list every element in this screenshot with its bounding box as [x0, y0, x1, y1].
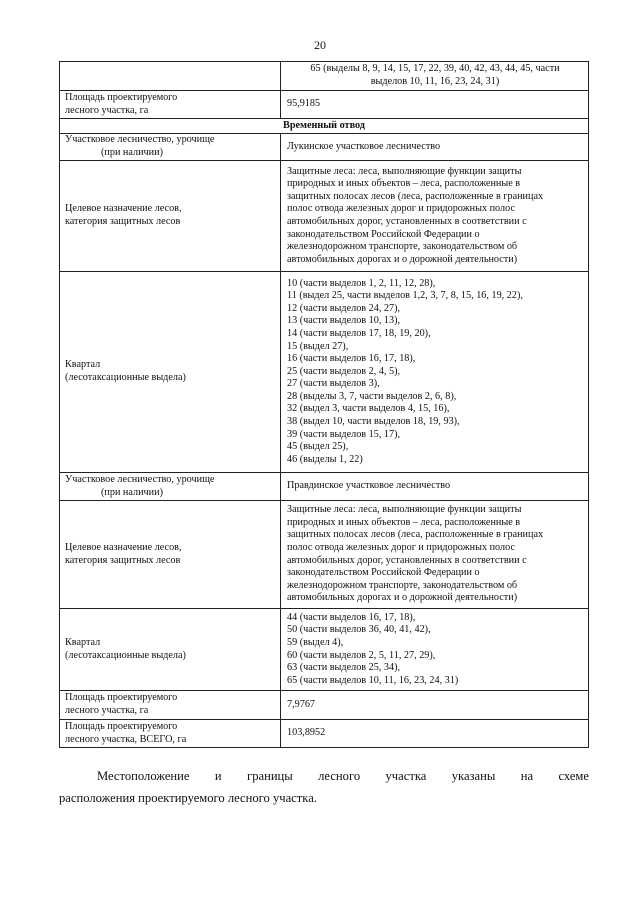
table-cell-value	[281, 501, 589, 609]
table-cell-label	[60, 691, 281, 720]
value-line: железнодорожном транспорте, законодательством об	[287, 579, 518, 591]
section-header-row	[60, 119, 589, 134]
value-line: 16 (части выделов 16, 17, 18),	[287, 353, 416, 365]
value-line: полос отвода железных дорог и придорожных полос	[287, 541, 515, 553]
value-line: законодательством Российской Федерации о	[287, 228, 480, 240]
value-line: 39 (части выделов 15, 17),	[287, 428, 401, 440]
value-line: 44 (части выделов 16, 17, 18),	[287, 611, 416, 623]
value-line: 28 (выделы 3, 7, части выделов 2, 6, 8),	[287, 390, 457, 402]
value-line: полос отвода железных дорог и придорожных полос	[287, 203, 515, 215]
label-line: (лесотаксационные выдела)	[65, 372, 186, 383]
value-line: Защитные леса: леса, выполняющие функции защиты	[287, 165, 522, 177]
value-line: автомобильных дорогах и о дорожной деятельности)	[287, 592, 518, 604]
value-line: 13 (части выделов 10, 13),	[287, 315, 401, 327]
value-line: автомобильных дорог, установленных в соответствии с	[287, 216, 527, 227]
value-line: Защитные леса: леса, выполняющие функции защиты	[287, 504, 522, 516]
value-line: 10 (части выделов 1, 2, 11, 12, 28),	[287, 277, 436, 289]
table-cell-label	[60, 720, 281, 748]
table-cell-value	[281, 272, 589, 473]
label-line: (при наличии)	[101, 147, 163, 158]
label-line: Участковое лесничество, урочище	[65, 134, 215, 146]
table-cell-label	[60, 91, 281, 119]
value-line: 50 (части выделов 36, 40, 41, 42),	[287, 624, 431, 636]
value-line: 63 (части выделов 25, 34),	[287, 662, 401, 674]
table-cell-label	[60, 134, 281, 161]
value-line: 65 (выделы 8, 9, 14, 15, 17, 22, 39, 40, 42, 43, 44, 45, части	[310, 63, 560, 75]
value-line: выделов 10, 11, 16, 23, 24, 31)	[370, 76, 500, 87]
table-cell-label	[60, 473, 281, 501]
value-line: 15 (выдел 27),	[287, 340, 349, 352]
value-line: 14 (части выделов 17, 18, 19, 20),	[287, 327, 431, 339]
total-area-value: 103,8952	[281, 720, 589, 748]
value-line: 12 (части выделов 24, 27),	[287, 302, 401, 314]
label-line: Участковое лесничество, урочище	[65, 473, 215, 485]
value-line: 27 (части выделов 3),	[287, 378, 380, 390]
table-cell-label	[60, 161, 281, 272]
table-row	[60, 691, 589, 720]
value-line: железнодорожном транспорте, законодательством об	[287, 241, 518, 253]
table-row	[60, 609, 589, 691]
table-row	[60, 62, 589, 91]
value-line: 45 (выдел 25),	[287, 441, 349, 453]
table-row	[60, 134, 589, 161]
table-cell-label	[60, 609, 281, 691]
area-value: 7,9767	[281, 691, 589, 720]
label-line: категория защитных лесов	[65, 216, 181, 227]
location-paragraph-line-1: Местоположение и границы лесного участка указаны на схеме	[97, 769, 589, 783]
value-line: автомобильных дорог, установленных в соответствии с	[287, 554, 527, 566]
table-row	[60, 473, 589, 501]
value-line: 60 (части выделов 2, 5, 11, 27, 29),	[287, 649, 436, 661]
value-line: 46 (выделы 1, 22)	[287, 453, 363, 465]
value-line: законодательством Российской Федерации о	[287, 567, 480, 579]
label-line: Площадь проектируемого	[65, 692, 178, 704]
table-row	[60, 720, 589, 748]
value-line: 25 (части выделов 2, 4, 5),	[287, 365, 401, 377]
table-cell-value	[281, 609, 589, 691]
table-cell-label	[60, 501, 281, 609]
label-line: Площадь проектируемого	[65, 91, 178, 103]
label-line: (при наличии)	[101, 486, 163, 498]
forest-plot-table	[59, 61, 589, 748]
value-line: защитных полосах лесов (леса, расположенные в границах	[287, 190, 544, 202]
page-number: 20	[314, 38, 326, 52]
value-line: защитных полосах лесов (леса, расположенные в границах	[287, 529, 544, 541]
label-line: лесного участка, га	[65, 705, 149, 716]
location-paragraph-line-2: расположения проектируемого лесного участка.	[59, 791, 317, 805]
table-row	[60, 161, 589, 272]
table-row	[60, 91, 589, 119]
value-line: 65 (части выделов 10, 11, 16, 23, 24, 31)	[287, 674, 459, 686]
section-title: Временный отвод	[60, 119, 589, 134]
label-line: категория защитных лесов	[65, 554, 181, 566]
label-line: лесного участка, га	[65, 104, 149, 116]
table-cell-value	[281, 161, 589, 272]
value-line: 11 (выдел 25, части выделов 1,2, 3, 7, 8, 15, 16, 19, 22),	[287, 290, 523, 302]
table-row	[60, 272, 589, 473]
table-row	[60, 501, 589, 609]
value-line: 32 (выдел 3, части выделов 4, 15, 16),	[287, 403, 450, 415]
table-cell-label	[60, 62, 281, 91]
label-line: (лесотаксационные выдела)	[65, 649, 186, 661]
table-cell-value	[281, 62, 589, 91]
label-line: Целевое назначение лесов,	[65, 203, 182, 215]
value-line: природных и иных объектов – леса, расположенные в	[287, 516, 521, 528]
label-line: Квартал	[65, 359, 101, 371]
value-line: природных и иных объектов – леса, расположенные в	[287, 178, 521, 190]
forestry-value: Правдинское участковое лесничество	[281, 473, 589, 501]
label-line: Целевое назначение лесов,	[65, 541, 182, 553]
label-line: лесного участка, ВСЕГО, га	[65, 733, 187, 745]
value-line: автомобильных дорогах и о дорожной деятельности)	[287, 253, 518, 265]
value-line: 38 (выдел 10, части выделов 18, 19, 93),	[287, 416, 460, 428]
forestry-value: Лукинское участковое лесничество	[281, 134, 589, 161]
table-cell-label	[60, 272, 281, 473]
value-line: 59 (выдел 4),	[287, 636, 344, 648]
label-line: Квартал	[65, 636, 101, 648]
label-line: Площадь проектируемого	[65, 720, 178, 732]
area-value: 95,9185	[281, 91, 589, 119]
